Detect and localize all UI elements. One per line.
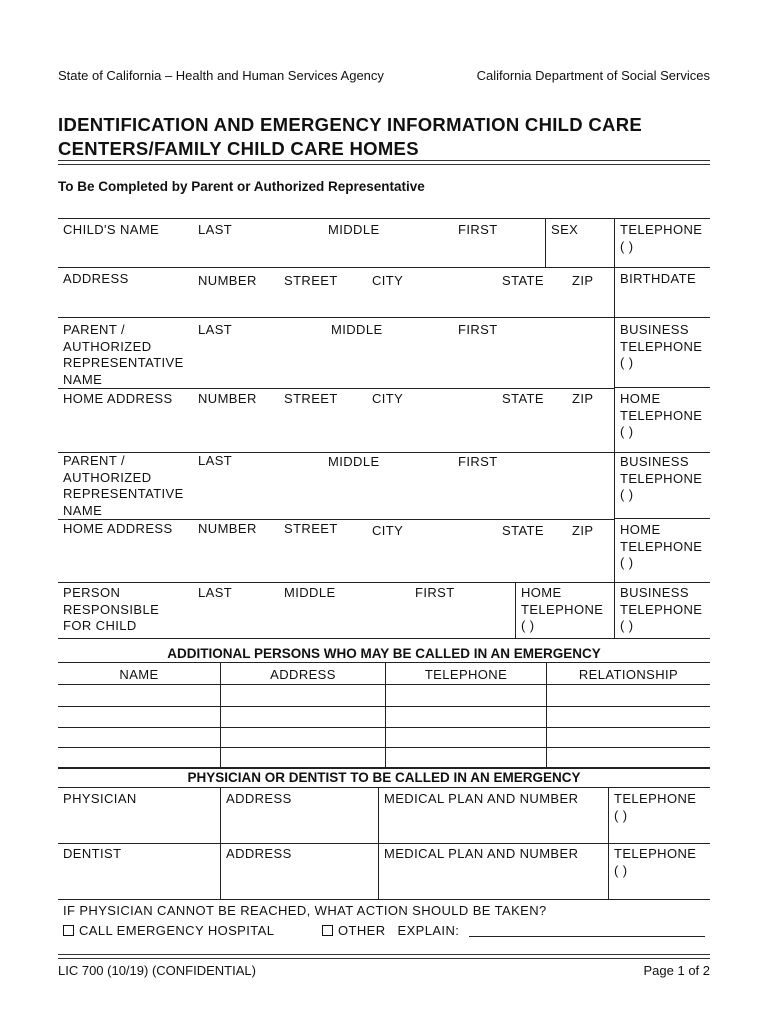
additional-name-header: NAME xyxy=(119,667,159,682)
page-number: Page 1 of 2 xyxy=(643,963,710,978)
physician-telephone-label: TELEPHONE ( ) xyxy=(614,791,697,823)
responsible-business-telephone-label: BUSINESS TELEPHONE ( ) xyxy=(620,585,703,633)
department-name: California Department of Social Services xyxy=(476,68,710,83)
child-number-label: NUMBER xyxy=(198,273,257,288)
child-city-label: CITY xyxy=(372,273,404,288)
additional-persons-title: ADDITIONAL PERSONS WHO MAY BE CALLED IN AN EMERGENCY xyxy=(167,646,601,661)
parent2-business-telephone-label: BUSINESS TELEPHONE ( ) xyxy=(620,454,703,502)
parent1-street-label: STREET xyxy=(284,391,338,406)
responsible-first-label: FIRST xyxy=(415,585,455,600)
footer-divider xyxy=(58,954,710,959)
parent1-name-label: PARENT / AUTHORIZED REPRESENTATIVE NAME xyxy=(63,322,184,387)
parent2-middle-label: MIDDLE xyxy=(328,454,380,469)
parent1-last-label: LAST xyxy=(198,322,233,337)
parent2-last-label: LAST xyxy=(198,453,233,468)
responsible-home-telephone-label: HOME TELEPHONE ( ) xyxy=(521,585,604,633)
additional-address-header: ADDRESS xyxy=(270,667,336,682)
child-state-label: STATE xyxy=(502,273,544,288)
parent2-first-label: FIRST xyxy=(458,454,498,469)
form-id: LIC 700 (10/19) (CONFIDENTIAL) xyxy=(58,963,256,978)
other-checkbox[interactable] xyxy=(322,925,333,936)
child-street-label: STREET xyxy=(284,273,338,288)
child-birthdate-label: BIRTHDATE xyxy=(620,271,697,286)
physician-medical-plan-label: MEDICAL PLAN AND NUMBER xyxy=(384,791,579,806)
parent2-home-address-label: HOME ADDRESS xyxy=(63,521,173,536)
parent1-city-label: CITY xyxy=(372,391,404,406)
call-hospital-checkbox[interactable] xyxy=(63,925,74,936)
child-address-label: ADDRESS xyxy=(63,271,129,286)
child-first-label: FIRST xyxy=(458,222,498,237)
additional-telephone-header: TELEPHONE xyxy=(424,667,508,682)
parent2-number-label: NUMBER xyxy=(198,521,257,536)
parent2-city-label: CITY xyxy=(372,523,404,538)
action-question: IF PHYSICIAN CANNOT BE REACHED, WHAT ACTION SHOULD BE TAKEN? xyxy=(63,903,547,918)
dentist-telephone-label: TELEPHONE ( ) xyxy=(614,846,697,878)
explain-field[interactable] xyxy=(469,924,705,937)
child-telephone-label: TELEPHONE ( ) xyxy=(620,222,703,254)
parent2-street-label: STREET xyxy=(284,521,338,536)
parent2-zip-label: ZIP xyxy=(572,523,594,538)
parent1-number-label: NUMBER xyxy=(198,391,257,406)
title-divider xyxy=(58,160,710,165)
parent1-state-label: STATE xyxy=(502,391,544,406)
additional-relationship-header: RELATIONSHIP xyxy=(578,667,679,682)
dentist-label: DENTIST xyxy=(63,846,122,861)
parent2-state-label: STATE xyxy=(502,523,544,538)
physician-section-title: PHYSICIAN OR DENTIST TO BE CALLED IN AN EMERGENCY xyxy=(187,770,581,785)
form-title: IDENTIFICATION AND EMERGENCY INFORMATION CHILD CARE CENTERS/FAMILY CHILD CARE HOMES xyxy=(58,114,642,159)
responsible-person-label: PERSON RESPONSIBLE FOR CHILD xyxy=(63,585,160,633)
child-last-label: LAST xyxy=(198,222,233,237)
responsible-last-label: LAST xyxy=(198,585,233,600)
child-middle-label: MIDDLE xyxy=(328,222,380,237)
additional-row-2[interactable] xyxy=(58,727,710,728)
additional-row-3[interactable] xyxy=(58,747,710,748)
parent1-home-address-label: HOME ADDRESS xyxy=(63,391,173,406)
responsible-middle-label: MIDDLE xyxy=(284,585,336,600)
additional-row-1[interactable] xyxy=(58,706,710,707)
form-subtitle: To Be Completed by Parent or Authorized Representative xyxy=(58,179,425,194)
dentist-address-label: ADDRESS xyxy=(226,846,292,861)
parent2-name-label: PARENT / AUTHORIZED REPRESENTATIVE NAME xyxy=(63,453,184,518)
parent1-first-label: FIRST xyxy=(458,322,498,337)
parent1-zip-label: ZIP xyxy=(572,391,594,406)
physician-address-label: ADDRESS xyxy=(226,791,292,806)
parent2-home-telephone-label: HOME TELEPHONE ( ) xyxy=(620,522,703,570)
child-sex-label: SEX xyxy=(551,222,579,237)
other-option[interactable]: OTHER EXPLAIN: xyxy=(322,923,705,940)
call-hospital-option[interactable]: CALL EMERGENCY HOSPITAL xyxy=(63,923,274,940)
child-zip-label: ZIP xyxy=(572,273,594,288)
physician-label: PHYSICIAN xyxy=(63,791,137,806)
parent1-home-telephone-label: HOME TELEPHONE ( ) xyxy=(620,391,703,439)
dentist-medical-plan-label: MEDICAL PLAN AND NUMBER xyxy=(384,846,579,861)
parent1-business-telephone-label: BUSINESS TELEPHONE ( ) xyxy=(620,322,703,370)
childs-name-label: CHILD'S NAME xyxy=(63,222,160,237)
parent1-middle-label: MIDDLE xyxy=(331,322,383,337)
agency-name: State of California – Health and Human Services Agency xyxy=(58,68,384,83)
